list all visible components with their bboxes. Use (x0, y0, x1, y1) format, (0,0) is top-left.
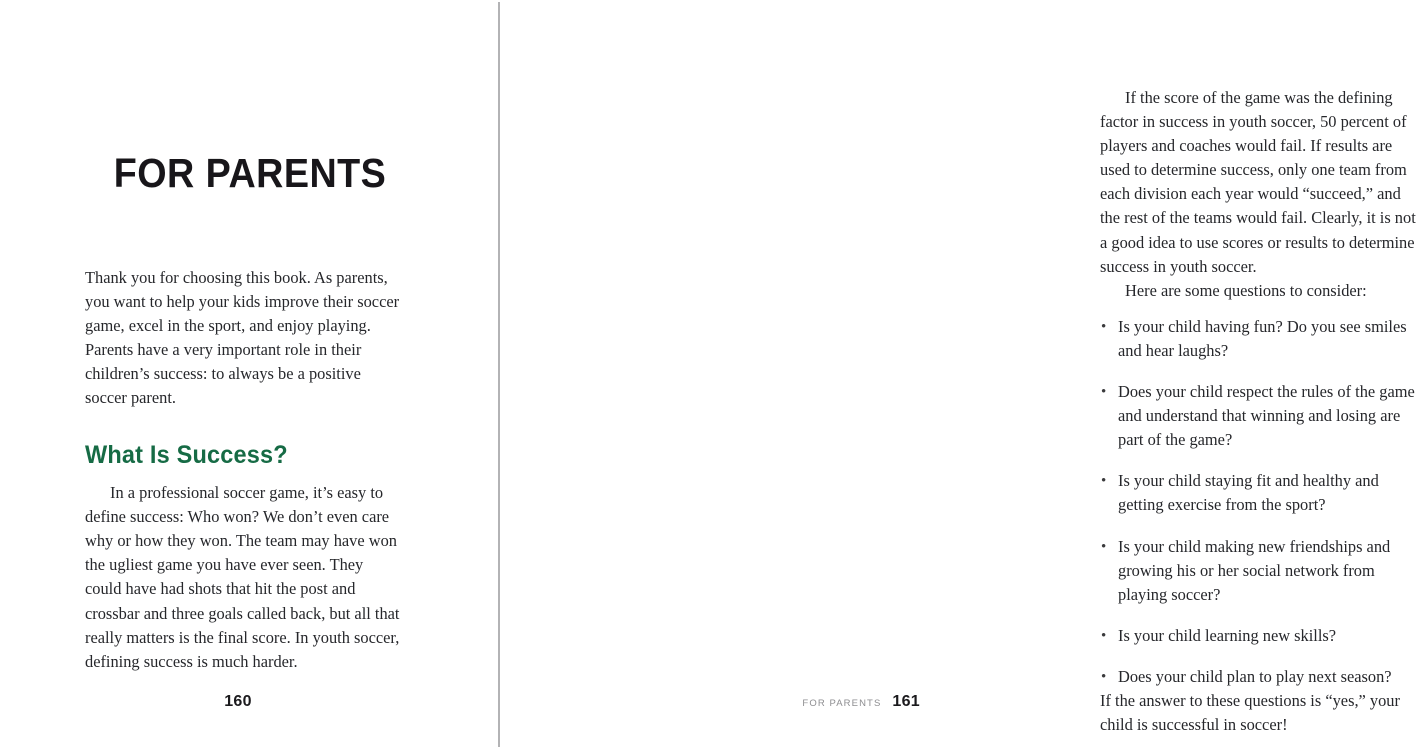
section-heading-what-is-success: What Is Success? (85, 440, 288, 469)
running-head: FOR PARENTS (802, 698, 882, 709)
gutter-divider (498, 2, 500, 747)
list-item (1100, 380, 1420, 452)
list-item-text: Is your child making new friendships and growing his or her social network from playing soccer? (1118, 536, 1391, 604)
bullet-icon: • (1101, 627, 1107, 644)
left-page (0, 0, 500, 755)
questions-list (1100, 315, 1420, 689)
list-item-text: Is your child learning new skills? (1118, 625, 1337, 645)
right-page (500, 0, 1416, 755)
list-item-text: Is your child staying fit and healthy and getting exercise from the sport? (1118, 471, 1379, 515)
list-item (1100, 535, 1420, 607)
bullet-icon: • (1101, 668, 1107, 685)
bullet-icon: • (1101, 473, 1107, 490)
list-item (1100, 469, 1420, 517)
questions-lead-in: Here are some questions to consider: (1125, 280, 1367, 300)
bullet-icon: • (1101, 318, 1107, 335)
page-title: FOR PARENTS (113, 150, 387, 196)
list-item-text: Does your child respect the rules of the game and understand that winning and losing are part of the game? (1118, 382, 1415, 450)
list-item-text: Does your child plan to play next season? (1118, 666, 1392, 686)
bullet-icon: • (1101, 538, 1107, 555)
list-item (1100, 624, 1420, 648)
list-item (1100, 665, 1420, 689)
bullet-icon: • (1101, 384, 1107, 401)
list-item-text: Is your child having fun? Do you see smiles and hear laughs? (1118, 316, 1407, 360)
page-number-left: 160 (224, 693, 252, 710)
right-page-text-column (1100, 86, 1420, 737)
section-paragraph: In a professional soccer game, it’s easy to define success: Who won? We don’t even care why or how they won. The team may have won the ugliest game you have ever seen. They could have had shots that hit the post and crossbar and three goals called back, but all that really matters is the final score. In youth soccer, defining success is much harder. (85, 483, 400, 671)
page-number-right: 161 (892, 693, 920, 710)
scoring-paragraph: If the score of the game was the defining factor in success in youth soccer, 50 percent of players and coaches would fail. If results are used to determine success, only one team from each division each year would “succeed,” and the rest of the teams would fail. Clearly, it is not a good idea to use scores or results to determine success in youth soccer. (1100, 88, 1416, 276)
closing-paragraph: If the answer to these questions is “yes,” your child is successful in soccer! (1100, 690, 1400, 735)
list-item (1100, 315, 1420, 363)
left-page-text-column (85, 266, 403, 674)
intro-paragraph: Thank you for choosing this book. As parents, you want to help your kids improve their soccer game, excel in the sport, and enjoy playing. Parents have a very important role in their children’s success: to always be a positive soccer parent. (85, 268, 400, 408)
right-page-footer (802, 693, 920, 711)
